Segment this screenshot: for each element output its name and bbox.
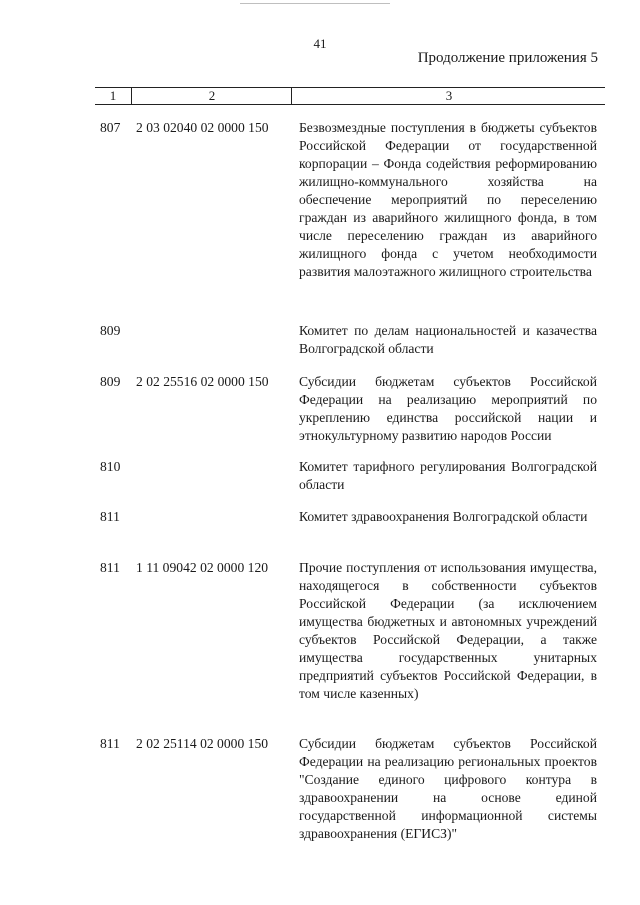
income-description: Безвозмездные поступления в бюджеты субъектов Российской Федерации от государственной корпорации – Фонда содействия реформированию жилищно-коммунального хозяйства на обеспечение мероприятий по переселению граждан из аварийного жилищного фонда, в том числе переселению граждан из аварийного жилищного фонда с учетом необходимости развития малоэтажного жилищного строительства: [299, 120, 597, 279]
budget-code: 2 03 02040 02 0000 150: [136, 120, 269, 135]
budget-code: 1 11 09042 02 0000 120: [136, 560, 269, 575]
column-header-3: 3: [291, 88, 606, 104]
column-header-1: 1: [109, 88, 117, 103]
top-rule: [240, 3, 390, 4]
column-header-2: 2: [131, 88, 292, 104]
page-number: 41: [313, 36, 327, 51]
admin-code: 809: [100, 374, 121, 389]
admin-code: 809: [100, 323, 121, 338]
budget-code: 2 02 25114 02 0000 150: [136, 736, 269, 751]
column-header-row: [95, 87, 605, 105]
income-description: Комитет здравоохранения Волгоградской области: [299, 509, 588, 524]
income-description: Комитет по делам национальностей и казачества Волгоградской области: [299, 323, 597, 356]
admin-code: 807: [100, 120, 121, 135]
continuation-label: Продолжение приложения 5: [417, 50, 598, 66]
budget-code: 2 02 25516 02 0000 150: [136, 374, 269, 389]
admin-code: 810: [100, 459, 121, 474]
income-description: Комитет тарифного регулирования Волгоградской области: [299, 459, 597, 492]
income-description: Субсидии бюджетам субъектов Российской Федерации на реализацию региональных проектов "Создание единого цифрового контура в здравоохранении на основе единой государственной информационной системы здравоохранения (ЕГИСЗ)": [299, 736, 597, 841]
admin-code: 811: [100, 736, 120, 751]
admin-code: 811: [100, 560, 120, 575]
income-description: Субсидии бюджетам субъектов Российской Федерации на реализацию мероприятий по укреплению единства российской нации и этнокультурному развитию народов России: [299, 374, 597, 443]
income-description: Прочие поступления от использования имущества, находящегося в собственности субъектов Российской Федерации (за исключением имущества бюджетных и автономных учреждений субъектов Российской Федерации, а также имущества государственных унитарных предприятий субъектов Российской Федерации, в том числе казенных): [299, 560, 597, 701]
admin-code: 811: [100, 509, 120, 524]
